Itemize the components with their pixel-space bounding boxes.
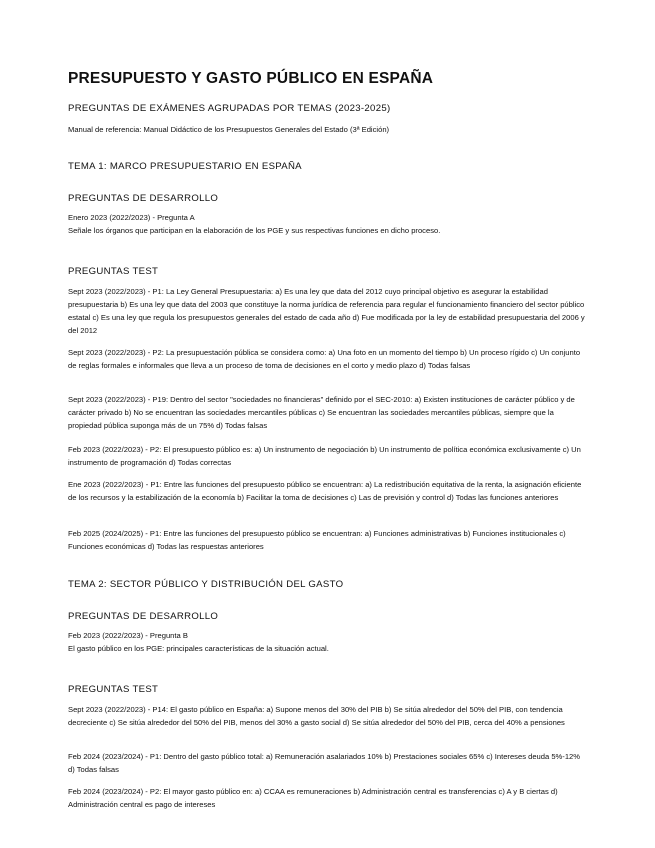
tema-2-desarrollo-question-body: El gasto público en los PGE: principales características de la situación actual. — [68, 644, 329, 653]
tema-1-test-heading: PREGUNTAS TEST — [68, 266, 159, 277]
tema-1-desarrollo-question-body: Señale los órganos que participan en la elaboración de los PGE y sus respectivas funciones en dicho proceso. — [68, 226, 441, 235]
tema-1-test-question: Sept 2023 (2022/2023) - P2: La presupuestación pública se considera como: a) Una foto en un momento del tiempo b) Un proceso rígido c) Un conjunto de reglas formales e informales que lleva a un proceso de toma de decisiones en el corto y medio plazo d) Todas falsas — [68, 348, 581, 370]
document-subtitle: PREGUNTAS DE EXÁMENES AGRUPADAS POR TEMAS (2023-2025) — [68, 103, 391, 114]
tema-1-test-question: Feb 2025 (2024/2025) - P1: Entre las funciones del presupuesto público se encuentran: a) Funciones administrativas b) Funciones institucionales c) Funciones económicas d) Todas las respuestas anteriores — [68, 529, 566, 551]
document-title: PRESUPUESTO Y GASTO PÚBLICO EN ESPAÑA — [68, 70, 434, 87]
tema-1-test-question: Sept 2023 (2022/2023) - P1: La Ley General Presupuestaria: a) Es una ley que data del 2012 cuyo principal objetivo es asegurar la estabilidad presupuestaria b) Es una ley que data del 2003 que constituye la norma jurídica de referencia para regular el funcionamiento financiero del sector público estatal c) Es una ley que regula los presupuestos generales del estado de cada año d) Fue modificada por la ley de estabilidad presupuestaria del 2006 y del 2012 — [68, 287, 585, 335]
tema-1-title: TEMA 1: MARCO PRESUPUESTARIO EN ESPAÑA — [68, 161, 302, 172]
tema-2-test-heading: PREGUNTAS TEST — [68, 684, 159, 695]
tema-2-test-question: Feb 2024 (2023/2024) - P2: El mayor gasto público en: a) CCAA es remuneraciones b) Administración central es transferencias c) A y B ciertas d) Administración central es pago de intereses — [68, 787, 558, 809]
tema-1-test-question: Ene 2023 (2022/2023) - P1: Entre las funciones del presupuesto público se encuentran: a) La redistribución equitativa de la renta, la asignación eficiente de los recursos y la estabilización de la economía b) Facilitar la toma de decisiones c) Las de previsión y control d) Todas las funciones anteriores — [68, 480, 582, 502]
tema-1-desarrollo-question-header: Enero 2023 (2022/2023) - Pregunta A — [68, 213, 195, 222]
tema-1-desarrollo-heading: PREGUNTAS DE DESARROLLO — [68, 193, 219, 204]
reference-manual: Manual de referencia: Manual Didáctico de los Presupuestos Generales del Estado (3ª Edición) — [68, 125, 390, 134]
tema-1-test-question: Feb 2023 (2022/2023) - P2: El presupuesto público es: a) Un instrumento de negociación b) Un instrumento de política económica exclusivamente c) Un instrumento de programación d) Todas correctas — [68, 445, 581, 467]
tema-2-test-question: Feb 2024 (2023/2024) - P1: Dentro del gasto público total: a) Remuneración asalariados 10% b) Prestaciones sociales 65% c) Intereses deuda 5%-12% d) Todas falsas — [68, 752, 581, 774]
tema-1-test-question: Sept 2023 (2022/2023) - P19: Dentro del sector "sociedades no financieras" definido por el SEC-2010: a) Existen instituciones de carácter público y de carácter privado b) No se encuentran las sociedades mercantiles públicas c) Se encuentran las sociedades mercantiles públicas, siempre que la propiedad pública suponga más de un 75% d) Todas falsas — [68, 395, 575, 430]
tema-2-desarrollo-question-header: Feb 2023 (2022/2023) - Pregunta B — [68, 631, 188, 640]
tema-2-desarrollo-heading: PREGUNTAS DE DESARROLLO — [68, 611, 219, 622]
tema-2-title: TEMA 2: SECTOR PÚBLICO Y DISTRIBUCIÓN DEL GASTO — [68, 579, 344, 590]
tema-2-test-question: Sept 2023 (2022/2023) - P14: El gasto público en España: a) Supone menos del 30% del PIB b) Se sitúa alrededor del 50% del PIB, con tendencia decreciente c) Se sitúa alrededor del 50% del PIB, menos del 30% a gasto social d) Se sitúa alrededor del 50% del PIB, cerca del 40% a pensiones — [68, 705, 565, 727]
